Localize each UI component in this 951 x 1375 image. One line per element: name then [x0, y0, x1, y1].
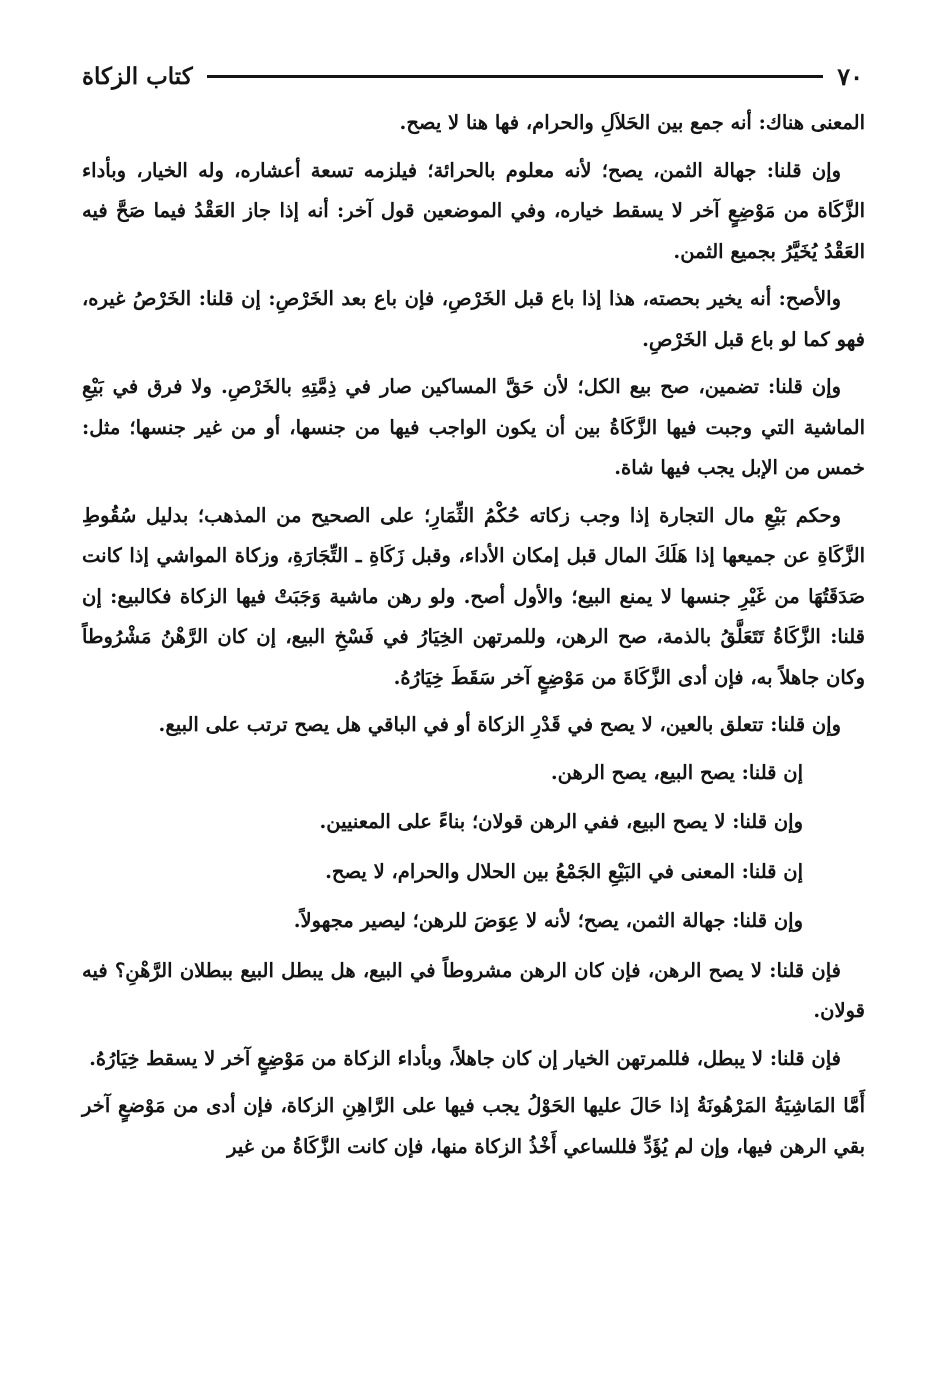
book-title: كتاب الزكاة: [82, 62, 193, 90]
body-text: [82, 103, 865, 1174]
paragraph: وإن قلنا: تضمين، صح بيع الكل؛ لأن حَقَّ المساكين صار في ذِمَّتِهِ بالخَرْصِ. ولا فرق في بَيْعِ الماشية التي وجبت فيها الزَّكَاةُ بين أن يكون الواجب فيها من جنسها، أو من غير جنسها؛ مثل: خمس من الإبل يجب فيها شاة.: [82, 375, 865, 479]
list-paragraph: إن قلنا: المعنى في البَيْعِ الجَمْعُ بين الحلال والحرام، لا يصح.: [325, 859, 803, 883]
paragraph: فإن قلنا: لا يصح الرهن، فإن كان الرهن مشروطاً في البيع، هل يبطل البيع ببطلان الرَّهْنِ؟ فيه قولان.: [82, 958, 865, 1022]
paragraph: وحكم بَيْعِ مال التجارة إذا وجب زكاته حُكْمُ الثِّمَارِ؛ على الصحيح من المذهب؛ بدليل سُقُوطِ الزَّكَاةِ عن جميعها إذا هَلَكَ المال قبل إمكان الأداء، وقبل زَكَاةِ ـ التِّجَارَةِ، وزكاة المواشي إذا كانت صَدَقَتُهَا من غَيْرِ جنسها لا يمنع البيع؛ والأول أصح. ولو رهن ماشية وَجَبَتْ فيها الزكاة فكالبيع: إن قلنا: الزَّكَاةُ تَتَعَلَّقُ بالذمة، صح الرهن، وللمرتهن الخِيَارُ في فَسْخِ البيع، إن كان الرَّهْنُ مَشْرُوطاً وكان جاهلاً به، فإن أدى الزَّكَاةَ من مَوْضِعٍ آخر سَقَطَ خِيَارُهُ.: [82, 503, 865, 689]
paragraph: والأصح: أنه يخير بحصته، هذا إذا باع قبل الخَرْصِ، فإن باع بعد الخَرْصِ: إن قلنا: الخَرْصُ غيره، فهو كما لو باع قبل الخَرْصِ.: [82, 287, 865, 351]
paragraph: وإن قلنا: تتعلق بالعين، لا يصح في قَدْرِ الزكاة أو في الباقي هل يصح ترتب على البيع.: [158, 713, 841, 736]
header-rule: [207, 75, 824, 78]
list-paragraph: إن قلنا: يصح البيع، يصح الرهن.: [550, 760, 803, 784]
list-paragraph: وإن قلنا: جهالة الثمن، يصح؛ لأنه لا عِوَضَ للرهن؛ ليصير مجهولاً.: [293, 909, 803, 932]
page-header: [82, 58, 863, 94]
paragraph: المعنى هناك: أنه جمع بين الحَلاَلِ والحرام، فها هنا لا يصح.: [399, 111, 865, 134]
list-paragraph: وإن قلنا: لا يصح البيع، ففي الرهن قولان؛ بناءً على المعنيين.: [319, 810, 803, 833]
page-number: ٧٠: [837, 61, 863, 91]
paragraph: وإن قلنا: جهالة الثمن، يصح؛ لأنه معلوم بالحرائة؛ فيلزمه تسعة أعشاره، وله الخيار، وبأداء الزَّكَاة من مَوْضِعٍ آخر لا يسقط خياره، وفي الموضعين قول آخر: أنه إذا جاز العَقْدُ فيما صَحَّ فيه العَقْدُ يُخَيَّرُ بجميع الثمن.: [82, 158, 865, 263]
paragraph: فإن قلنا: لا يبطل، فللمرتهن الخيار إن كان جاهلاً، وبأداء الزكاة من مَوْضِعٍ آخر لا يسقط خِيَارُهُ.: [89, 1046, 841, 1070]
paragraph: أَمَّا المَاشِيَةُ المَرْهُونَةُ إذا حَالَ عليها الحَوْلُ يجب فيها على الرَّاهِنِ الزكاة، فإن أدى من مَوْضعٍ آخر بقي الرهن فيها، وإن لم يُؤَدِّ فللساعي أَخْذُ الزكاة منها، فإن كانت الزَّكَاةُ من غير: [82, 1094, 865, 1158]
